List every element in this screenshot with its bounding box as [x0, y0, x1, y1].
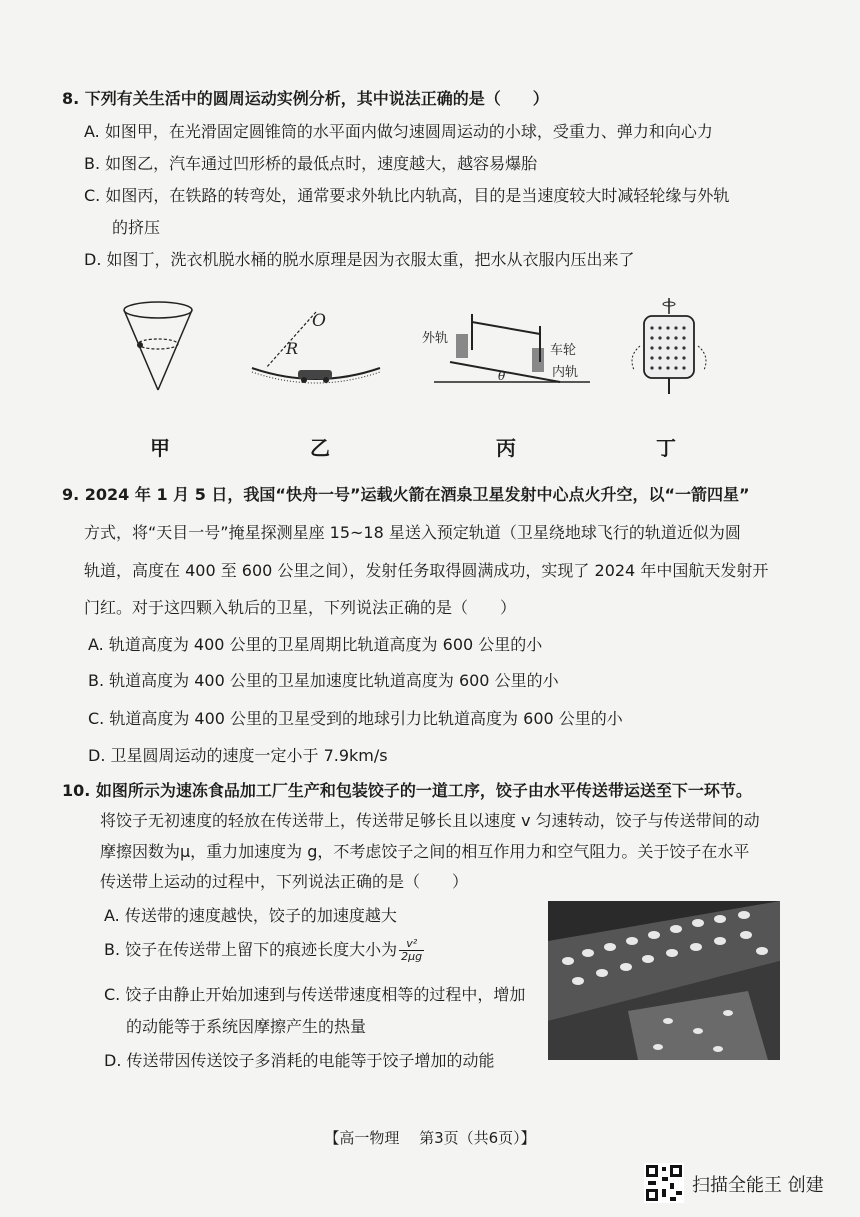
q8-option-a: A. 如图甲，在光滑固定圆锥筒的水平面内做匀速圆周运动的小球，受重力、弹力和向心力 — [84, 122, 713, 141]
qr-code-icon — [644, 1163, 684, 1203]
figure-jia-cone — [118, 300, 198, 400]
q10-option-c: C. 饺子由静止开始加速到与传送带速度相等的过程中，增加 — [104, 985, 526, 1004]
figure-label-yi: 乙 — [310, 436, 330, 460]
q10-option-b-fraction — [399, 938, 424, 963]
q10-option-b-text: B. 饺子在传送带上留下的痕迹长度大小为 — [104, 940, 398, 959]
q9-option-d: D. 卫星圆周运动的速度一定小于 7.9km/s — [88, 746, 388, 765]
label-r: R — [286, 339, 299, 358]
q8-option-d: D. 如图丁，洗衣机脱水桶的脱水原理是因为衣服太重，把水从衣服内压出来了 — [84, 250, 635, 269]
q9-stem-line4: 门红。对于这四颗入轨后的卫星，下列说法正确的是（ ） — [84, 598, 517, 617]
fraction-denominator: 2μg — [401, 950, 423, 963]
q9-stem-line1: 9. 2024 年 1 月 5 日，我国“快舟一号”运载火箭在酒泉卫星发射中心点火升空，以“一箭四星” — [62, 485, 750, 504]
q10-option-a: A. 传送带的速度越快，饺子的加速度越大 — [104, 906, 397, 925]
q10-stem-line1: 10. 如图所示为速冻食品加工厂生产和包装饺子的一道工序，饺子由水平传送带运送至下一环节。 — [62, 781, 752, 800]
figure-label-jia: 甲 — [150, 436, 170, 460]
q8-stem: 8. 下列有关生活中的圆周运动实例分析，其中说法正确的是（ ） — [62, 89, 549, 108]
label-o: O — [312, 311, 326, 331]
label-theta: θ — [498, 369, 506, 383]
page-footer: 【高一物理 第3页（共6页）】 — [324, 1129, 536, 1147]
q9-option-a: A. 轨道高度为 400 公里的卫星周期比轨道高度为 600 公里的小 — [88, 635, 543, 654]
label-outer-rail: 外轨 — [422, 331, 449, 346]
label-inner-rail: 内轨 — [552, 365, 579, 380]
q9-stem-line2: 方式，将“天目一号”掩星探测星座 15~18 星送入预定轨道（卫星绕地球飞行的轨道近似为圆 — [84, 523, 741, 542]
label-wheel: 车轮 — [550, 343, 577, 358]
q10-option-c-cont: 的动能等于系统因摩擦产生的热量 — [126, 1017, 367, 1036]
q8-option-c-cont: 的挤压 — [112, 218, 161, 237]
conveyor-photo — [548, 901, 780, 1060]
q10-option-b — [104, 938, 424, 963]
figure-label-ding: 丁 — [656, 436, 676, 460]
q9-stem-line3: 轨道，高度在 400 至 600 公里之间），发射任务取得圆满成功，实现了 2024 年中国航天发射开 — [84, 561, 769, 580]
q9-option-b: B. 轨道高度为 400 公里的卫星加速度比轨道高度为 600 公里的小 — [88, 671, 559, 690]
q9-option-c: C. 轨道高度为 400 公里的卫星受到的地球引力比轨道高度为 600 公里的小 — [88, 709, 623, 728]
q8-option-b: B. 如图乙，汽车通过凹形桥的最低点时，速度越大，越容易爆胎 — [84, 154, 538, 173]
fraction-numerator: v² — [399, 938, 424, 951]
q10-option-d: D. 传送带因传送饺子多消耗的电能等于饺子增加的动能 — [104, 1051, 495, 1070]
q8-option-c: C. 如图丙，在铁路的转弯处，通常要求外轨比内轨高，目的是当速度较大时减轻轮缘与外轨 — [84, 186, 730, 205]
q10-stem-line2: 将饺子无初速度的轻放在传送带上，传送带足够长且以速度 v 匀速转动，饺子与传送带间的动 — [100, 811, 760, 830]
figure-ding-dryer — [624, 296, 714, 400]
scanner-watermark: 扫描全能王 创建 — [692, 1175, 824, 1196]
q10-stem-line4: 传送带上运动的过程中，下列说法正确的是（ ） — [100, 872, 469, 891]
figure-bing-railway — [420, 300, 600, 395]
figure-yi-bridge — [246, 302, 386, 392]
figure-label-bing: 丙 — [496, 436, 516, 460]
q10-stem-line3: 摩擦因数为μ，重力加速度为 g，不考虑饺子之间的相互作用力和空气阻力。关于饺子在水平 — [100, 842, 750, 861]
